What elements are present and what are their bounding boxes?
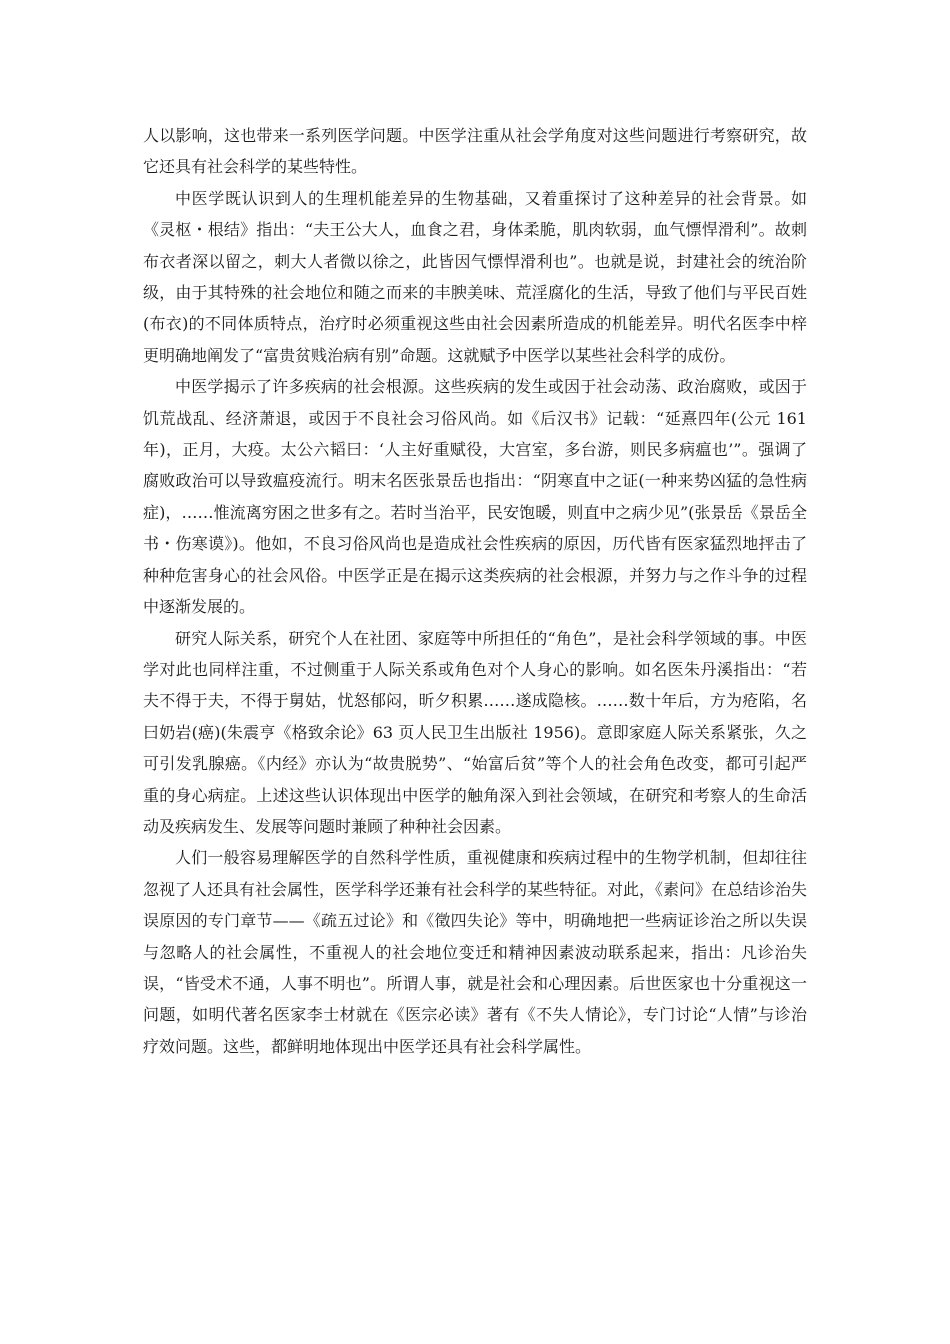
paragraph-continuation: 人以影响，这也带来一系列医学问题。中医学注重从社会学角度对这些问题进行考察研究，故它还具有社会科学的某些特性。 — [143, 126, 807, 177]
paragraph-interpersonal-relations: 研究人际关系，研究个人在社团、家庭等中所担任的“角色”，是社会科学领域的事。中医学对此也同样注重，不过侧重于人际关系或角色对个人身心的影响。如名医朱丹溪指出：“若夫不得于夫，不得于舅姑，忧怒郁闷，昕夕积累……遂成隐核。……数十年后，方为疮陷，名曰奶岩(癌)(朱震亨《格致余论》63 页人民卫生出版社 1956)。意即家庭人际关系紧张，久之可引发乳腺癌。《内经》亦认为“故贵脱势”、“始富后贫”等个人的社会角色改变，都可引起严重的身心病症。上述这些认识体现出中医学的触角深入到社会领域，在研究和考察人的生命活动及疾病发生、发展等问题时兼顾了种种社会因素。 — [143, 628, 807, 836]
document-page — [143, 120, 807, 1062]
paragraph-social-roots-of-disease: 中医学揭示了许多疾病的社会根源。这些疾病的发生或因于社会动荡、政治腐败，或因于饥荒战乱、经济萧退，或因于不良社会习俗风尚。如《后汉书》记载：“延熹四年(公元 161 年)，正月，大疫。太公六韬曰：‘人主好重赋役，大宫室，多台游，则民多病瘟也’”。强调了腐败政治可以导致瘟疫流行。明末名医张景岳也指出：“阴寒直中之证(一种来势凶猛的急性病症)，……惟流离穷困之世多有之。若时当治平，民安饱暖，则直中之病少见”(张景岳《景岳全书・伤寒谟》)。他如，不良习俗风尚也是造成社会性疾病的原因，历代皆有医家猛烈地抨击了种种危害身心的社会风俗。中医学正是在揭示这类疾病的社会根源，并努力与之作斗争的过程中逐渐发展的。 — [143, 377, 807, 617]
paragraph-physiological-differences: 中医学既认识到人的生理机能差异的生物基础，又着重探讨了这种差异的社会背景。如《灵枢・根结》指出：“夫王公大人，血食之君，身体柔脆，肌肉软弱，血气慓悍滑利”。故刺布衣者深以留之，刺大人者微以徐之，此皆因气慓悍滑利也”。也就是说，封建社会的统治阶级，由于其特殊的社会地位和随之而来的丰腴美味、荒淫腐化的生活，导致了他们与平民百姓(布衣)的不同体质特点，治疗时必须重视这些由社会因素所造成的机能差异。明代名医李中梓更明确地阐发了“富贵贫贱治病有别”命题。这就赋予中医学以某些社会科学的成份。 — [143, 188, 807, 365]
paragraph-social-attributes: 人们一般容易理解医学的自然科学性质，重视健康和疾病过程中的生物学机制，但却往往忽视了人还具有社会属性，医学科学还兼有社会科学的某些特征。对此，《素问》在总结诊治失误原因的专门章节——《疏五过论》和《徵四失论》等中，明确地把一些病证诊治之所以失误与忽略人的社会属性，不重视人的社会地位变迁和精神因素波动联系起来，指出：凡诊治失误，“皆受术不通，人事不明也”。所谓人事，就是社会和心理因素。后世医家也十分重视这一问题，如明代著名医家李士材就在《医宗必读》著有《不失人情论》，专门讨论“人情”与诊治疗效问题。这些，都鲜明地体现出中医学还具有社会科学属性。 — [143, 848, 808, 1056]
